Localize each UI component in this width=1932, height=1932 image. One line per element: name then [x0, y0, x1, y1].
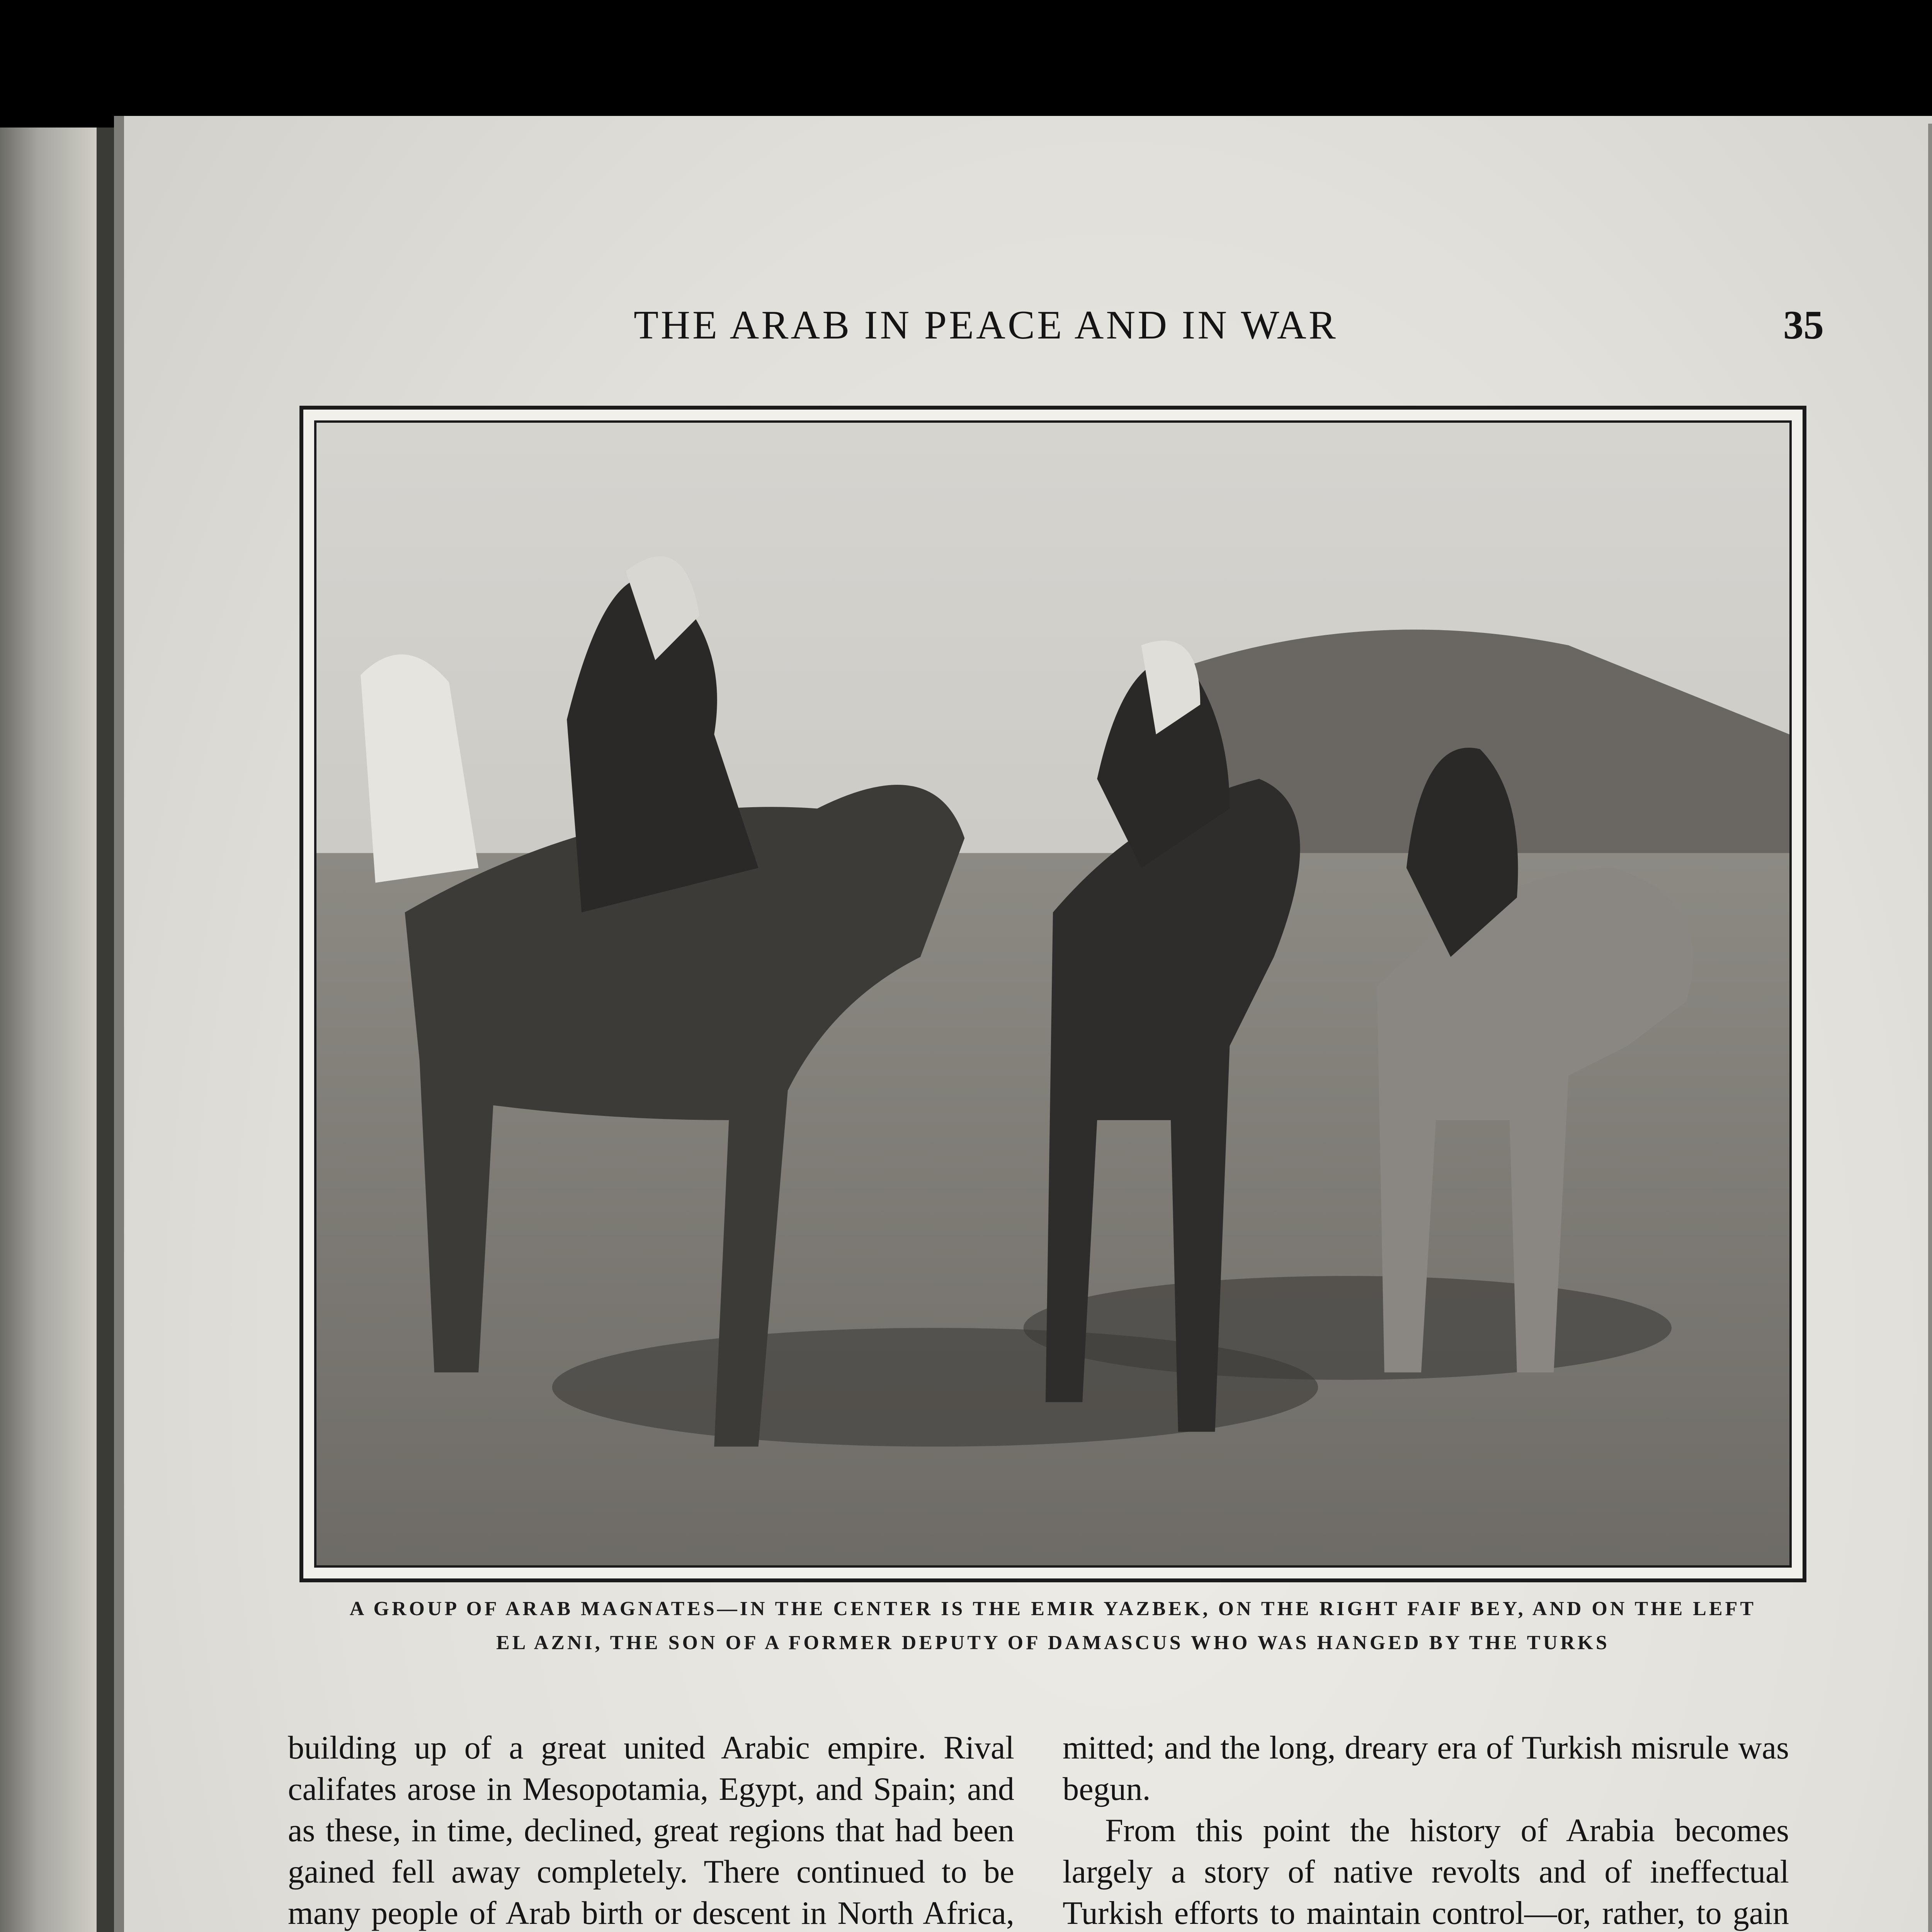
photo-arab-horsemen-icon: [314, 420, 1792, 1568]
book-gutter: [97, 128, 114, 1932]
right-column: [1063, 1727, 1789, 1932]
photo-illustration: [316, 423, 1789, 1565]
page-number: 35: [1783, 302, 1824, 347]
running-head-title: THE ARAB IN PEACE AND IN WAR: [634, 302, 1338, 347]
left-page-edge: [0, 128, 97, 1932]
right-paragraph-1: mitted; and the long, dreary era of Turkish misrule was begun.: [1063, 1730, 1789, 1807]
right-paragraph-2: From this point the history of Arabia becomes largely a story of native revolts and of ineffectual Turkish efforts to maintain control—or, rather, to gain: [1063, 1813, 1789, 1931]
left-paragraph-1: building up of a great united Arabic empire. Rival califates arose in Mesopotamia, Egypt, and Spain; and as these, in time, declined, great regions that had been gained fell away completely. There continued to be many people of Arab birth or descent in North Africa,: [288, 1730, 1014, 1931]
left-column: [288, 1727, 1014, 1932]
photo-caption: A GROUP OF ARAB MAGNATES—IN THE CENTER IS THE EMIR YAZBEK, ON THE RIGHT FAIF BEY, AND ON THE LEFT EL AZNI, THE SON OF A FORMER DEPUTY OF DAMASCUS WHO WAS HANGED BY THE TURKS: [349, 1598, 1757, 1654]
page-right-edge: [1928, 124, 1932, 1932]
photo-plate: [299, 406, 1806, 1582]
